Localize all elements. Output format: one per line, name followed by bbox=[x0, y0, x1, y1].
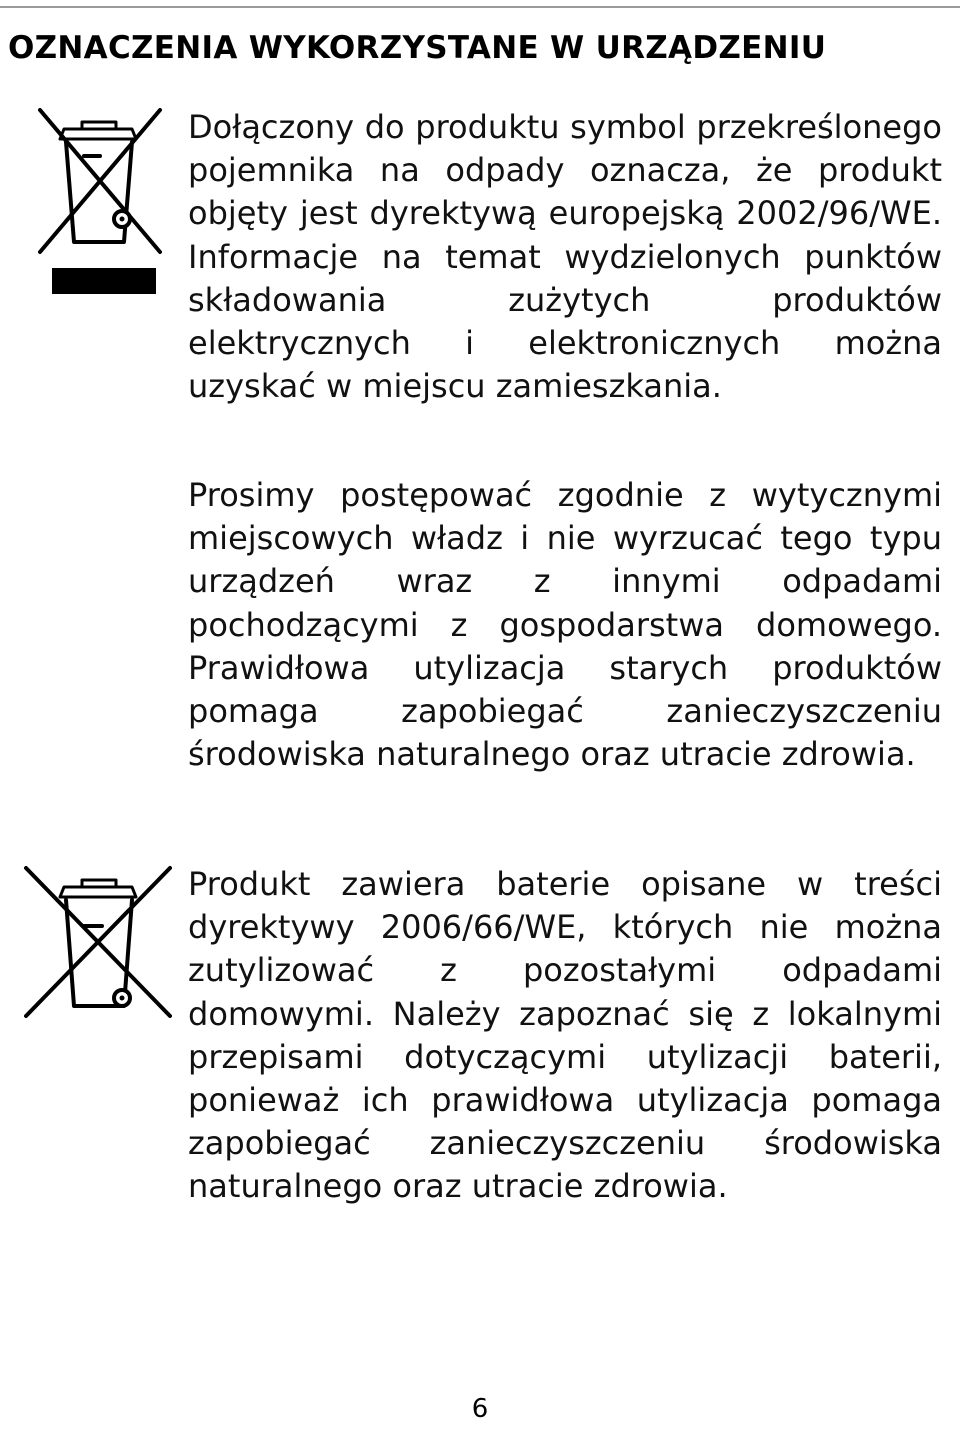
page-title: OZNACZENIA WYKORZYSTANE W URZĄDZENIU bbox=[8, 30, 827, 66]
crossed-out-bin-icon bbox=[20, 102, 172, 302]
page-number: 6 bbox=[471, 1394, 489, 1424]
paragraph-battery-directive: Produkt zawiera baterie opisane w treści dyrektywy 2006/66/WE, których nie można zutylizować z pozostałymi odpadami domowymi. Należy zapoznać się z lokalnymi przepisami dotyczącymi utylizacji baterii, ponieważ ich prawidłowa utylizacja pomaga zapobiegać zanieczyszczeniu środowiska naturalnego oraz utracie zdrowia. bbox=[188, 865, 942, 1206]
crossed-out-bin-battery-icon bbox=[20, 860, 172, 1020]
top-rule bbox=[0, 6, 960, 8]
paragraph-disposal-guidelines: Prosimy postępować zgodnie z wytycznymi miejscowych władz i nie wyrzucać tego typu urządzeń wraz z innymi odpadami pochodzącymi z gospodarstwa domowego. Prawidłowa utylizacja starych produktów pomaga zapobiegać zanieczyszczeniu środowiska naturalnego oraz utracie zdrowia. bbox=[188, 476, 942, 774]
paragraph-weee-symbol: Dołączony do produktu symbol przekreślonego pojemnika na odpady oznacza, że produkt objęty jest dyrektywą europejską 2002/96/WE. Informacje na temat wydzielonych punktów składowania zużytych produktów elektrycznych i elektronicznych można uzyskać w miejscu zamieszkania. bbox=[188, 108, 942, 406]
